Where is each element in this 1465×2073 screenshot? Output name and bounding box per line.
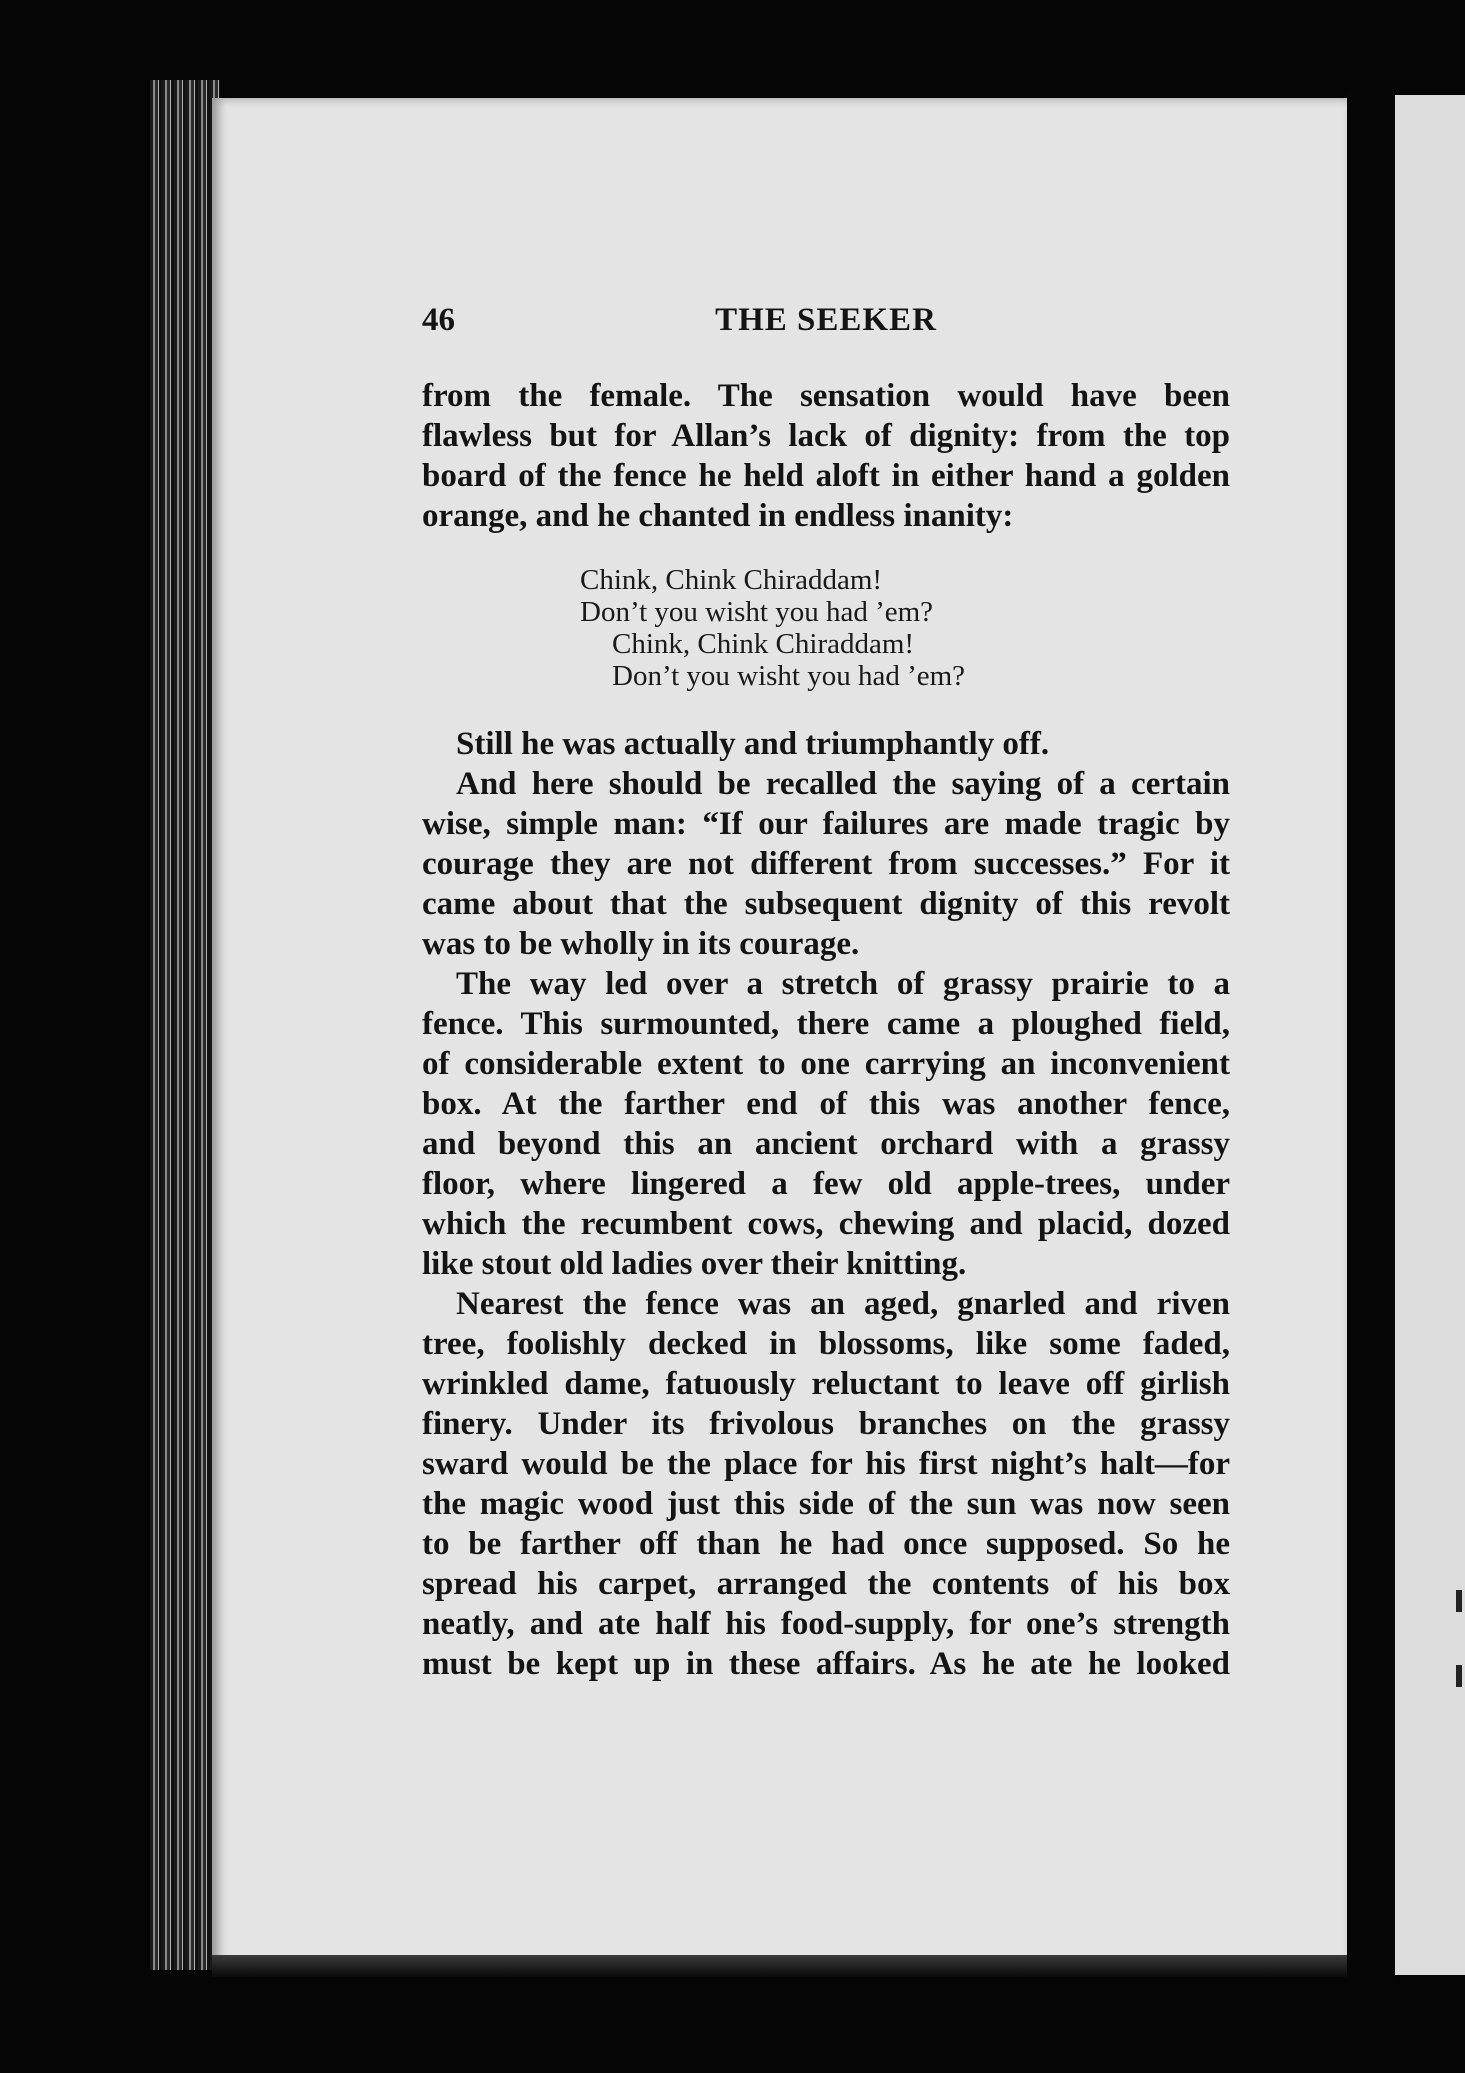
text-line: courage they are not different from successes.” For it: [422, 846, 1230, 882]
text-line: tree, foolishly decked in blossoms, like some faded,: [422, 1326, 1230, 1362]
text-line: must be kept up in these affairs. As he ate he looked: [422, 1646, 1230, 1682]
text-line: to be farther off than he had once supposed. So he: [422, 1526, 1230, 1562]
text-line: and beyond this an ancient orchard with a grassy: [422, 1126, 1230, 1162]
text-line: like stout old ladies over their knitting.: [422, 1246, 967, 1282]
text-line: finery. Under its frivolous branches on the grassy: [422, 1406, 1230, 1442]
running-head: [422, 300, 1230, 348]
text-line: The way led over a stretch of grassy prairie to a: [456, 966, 1230, 1002]
verse-line: Don’t you wisht you had ’em?: [612, 660, 966, 692]
text-line: from the female. The sensation would have been: [422, 378, 1230, 414]
verse-line: Chink, Chink Chiraddam!: [612, 628, 915, 660]
text-line: the magic wood just this side of the sun was now seen: [422, 1486, 1230, 1522]
verse-line: Don’t you wisht you had ’em?: [580, 596, 934, 628]
text-line: box. At the farther end of this was another fence,: [422, 1086, 1230, 1122]
text-line: of considerable extent to one carrying an inconvenient: [422, 1046, 1230, 1082]
text-line: flawless but for Allan’s lack of dignity: from the top: [422, 418, 1230, 454]
next-page-mark: [1456, 1590, 1462, 1612]
paragraph: [422, 724, 1230, 764]
paragraph: [422, 964, 1230, 1284]
text-line: was to be wholly in its courage.: [422, 926, 860, 962]
page-text: [422, 300, 1230, 1684]
text-line: neatly, and ate half his food-supply, for one’s strength: [422, 1606, 1230, 1642]
text-line: sward would be the place for his first night’s halt—for: [422, 1446, 1230, 1482]
text-line: fence. This surmounted, there came a ploughed field,: [422, 1006, 1230, 1042]
next-page-mark: [1456, 1665, 1462, 1687]
text-line: wise, simple man: “If our failures are made tragic by: [422, 806, 1230, 842]
page-edges: [150, 80, 220, 1970]
book-gutter: [1347, 90, 1395, 1980]
text-line: Still he was actually and triumphantly off.: [456, 726, 1050, 762]
paragraph: [422, 1284, 1230, 1684]
text-line: And here should be recalled the saying of a certain: [456, 766, 1230, 802]
text-line: Nearest the fence was an aged, gnarled and riven: [456, 1286, 1230, 1322]
page-number: 46: [422, 302, 455, 338]
verse-block: [580, 564, 1230, 692]
text-line: orange, and he chanted in endless inanity:: [422, 498, 1014, 534]
text-line: wrinkled dame, fatuously reluctant to leave off girlish: [422, 1366, 1230, 1402]
running-title: THE SEEKER: [715, 302, 937, 338]
text-line: floor, where lingered a few old apple-trees, under: [422, 1166, 1230, 1202]
text-line: came about that the subsequent dignity of this revolt: [422, 886, 1230, 922]
text-line: which the recumbent cows, chewing and placid, dozed: [422, 1206, 1230, 1242]
text-line: board of the fence he held aloft in either hand a golden: [422, 458, 1230, 494]
next-page-edge: [1395, 95, 1465, 1975]
paragraph: [422, 764, 1230, 964]
page-bottom-shadow: [212, 1955, 1347, 1977]
text-line: spread his carpet, arranged the contents of his box: [422, 1566, 1230, 1602]
opening-paragraph: [422, 376, 1230, 536]
verse-line: Chink, Chink Chiraddam!: [580, 564, 883, 596]
